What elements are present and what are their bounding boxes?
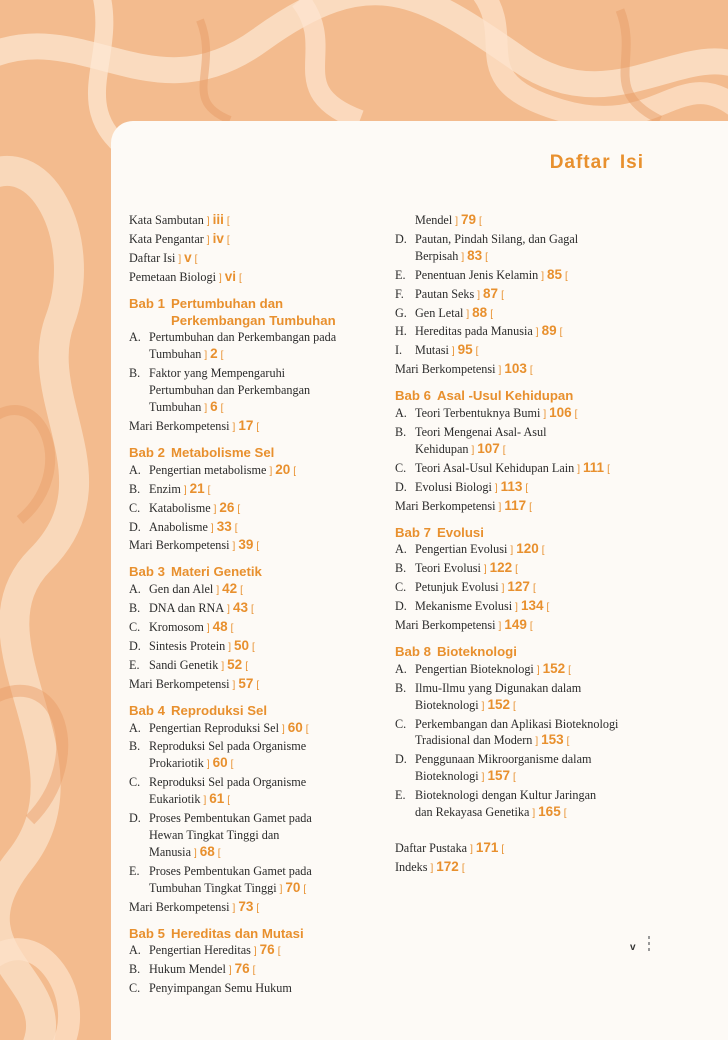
toc-entry-end[interactable]: Daftar Pustaka ] 171 [ xyxy=(395,839,505,855)
chapter-heading[interactable]: Bab 3 Materi Genetik xyxy=(129,564,262,580)
toc-entry[interactable]: D. Mekanisme Evolusi ] 134 [ xyxy=(395,598,550,614)
toc-entry-mari[interactable]: Mari Berkompetensi ] 39 [ xyxy=(129,537,260,553)
chapter-heading[interactable]: Bab 8 Bioteknologi xyxy=(395,643,517,659)
toc-entry[interactable]: B. Teori Evolusi ] 122 [ xyxy=(395,560,518,576)
toc-entry[interactable]: B. Enzim ] 21 [ xyxy=(129,480,211,496)
toc-entry-cont: Pertumbuhan dan Perkembangan xyxy=(149,383,311,398)
toc-entry[interactable]: D. Sintesis Protein ] 50 [ xyxy=(129,637,255,653)
chapter-heading[interactable]: Bab 1 Pertumbuhan dan xyxy=(129,295,284,311)
toc-entry[interactable]: A. Pengertian Reproduksi Sel ] 60 [ xyxy=(129,719,309,735)
toc-entry[interactable]: Daftar Isi ] v [ xyxy=(129,249,198,265)
toc-entry-cont[interactable]: Bioteknologi ] 152 [ xyxy=(415,696,516,712)
toc-entry-cont[interactable]: Mendel ] 79 [ xyxy=(415,212,482,227)
toc-entry-cont[interactable]: Eukariotik ] 61 [ xyxy=(149,791,231,807)
toc-entry-mari[interactable]: Mari Berkompetensi ] 103 [ xyxy=(395,361,533,377)
toc-entry[interactable]: E. Proses Pembentukan Gamet pada xyxy=(129,863,312,878)
chapter-heading-cont: Perkembangan Tumbuhan xyxy=(171,312,336,328)
toc-entry[interactable]: Kata Pengantar ] iv [ xyxy=(129,230,230,246)
toc-entry[interactable]: G. Gen Letal ] 88 [ xyxy=(395,304,493,320)
toc-entry[interactable]: D. Proses Pembentukan Gamet pada xyxy=(129,811,312,826)
toc-entry[interactable]: A. Pengertian metabolisme ] 20 [ xyxy=(129,461,297,477)
toc-entry-mari[interactable]: Mari Berkompetensi ] 149 [ xyxy=(395,617,533,633)
toc-entry-mari[interactable]: Mari Berkompetensi ] 17 [ xyxy=(129,417,260,433)
chapter-heading[interactable]: Bab 2 Metabolisme Sel xyxy=(129,444,275,460)
chapter-heading[interactable]: Bab 4 Reproduksi Sel xyxy=(129,702,268,718)
toc-entry-end[interactable]: Indeks ] 172 [ xyxy=(395,858,465,874)
toc-entry-cont: Hewan Tingkat Tinggi dan xyxy=(149,828,280,842)
page-folio: v xyxy=(630,942,636,953)
toc-entry[interactable]: C. Katabolisme ] 26 [ xyxy=(129,499,241,515)
toc-entry[interactable]: Pemetaan Biologi ] vi [ xyxy=(129,268,242,284)
toc-entry[interactable]: D. Evolusi Biologi ] 113 [ xyxy=(395,478,529,494)
toc-entry[interactable]: F. Pautan Seks ] 87 [ xyxy=(395,285,504,301)
toc-entry[interactable]: A. Pengertian Evolusi ] 120 [ xyxy=(395,541,545,557)
toc-entry[interactable]: E. Penentuan Jenis Kelamin ] 85 [ xyxy=(395,266,568,282)
toc-entry[interactable]: B. DNA dan RNA ] 43 [ xyxy=(129,600,254,616)
folio-marker xyxy=(648,936,650,954)
toc-entry[interactable]: D. Anabolisme ] 33 [ xyxy=(129,518,238,534)
toc-entry[interactable]: B. Faktor yang Mempengaruhi xyxy=(129,366,286,381)
toc-entry[interactable]: I. Mutasi ] 95 [ xyxy=(395,342,479,358)
toc-entry-mari[interactable]: Mari Berkompetensi ] 117 [ xyxy=(395,497,532,513)
toc-entry-cont[interactable]: Tradisional dan Modern ] 153 [ xyxy=(415,732,570,748)
toc-entry[interactable]: E. Bioteknologi dengan Kultur Jaringan xyxy=(395,788,597,803)
toc-right-column xyxy=(395,212,635,878)
toc-entry[interactable]: C. Kromosom ] 48 [ xyxy=(129,619,234,635)
toc-entry-mari[interactable]: Mari Berkompetensi ] 57 [ xyxy=(129,675,260,691)
toc-entry[interactable]: A. Pengertian Hereditas ] 76 [ xyxy=(129,942,281,958)
chapter-heading[interactable]: Bab 5 Hereditas dan Mutasi xyxy=(129,925,304,941)
chapter-heading[interactable]: Bab 7 Evolusi xyxy=(395,524,484,540)
toc-entry[interactable]: C. Teori Asal-Usul Kehidupan Lain ] 111 [ xyxy=(395,459,610,475)
toc-entry-mari[interactable]: Mari Berkompetensi ] 73 [ xyxy=(129,898,260,914)
toc-entry[interactable]: A. Pengertian Bioteknologi ] 152 [ xyxy=(395,660,571,676)
toc-left-column xyxy=(129,212,379,997)
toc-entry[interactable]: E. Sandi Genetik ] 52 [ xyxy=(129,656,248,672)
toc-entry[interactable]: C. Petunjuk Evolusi ] 127 [ xyxy=(395,579,536,595)
toc-entry-cont[interactable]: Berpisah ] 83 [ xyxy=(415,247,488,263)
toc-entry[interactable]: B. Teori Mengenai Asal- Asul xyxy=(395,424,547,439)
toc-entry[interactable]: C. Penyimpangan Semu Hukum xyxy=(129,981,292,996)
toc-entry-cont[interactable]: Tumbuhan Tingkat Tinggi ] 70 [ xyxy=(149,879,307,895)
toc-entry[interactable]: H. Hereditas pada Manusia ] 89 [ xyxy=(395,323,563,339)
toc-entry[interactable]: B. Reproduksi Sel pada Organisme xyxy=(129,739,307,754)
toc-entry[interactable]: D. Pautan, Pindah Silang, dan Gagal xyxy=(395,231,579,246)
toc-entry[interactable]: B. Hukum Mendel ] 76 [ xyxy=(129,961,256,977)
toc-entry[interactable]: A. Pertumbuhan dan Perkembangan pada xyxy=(129,330,337,345)
page-title: Daftar Isi xyxy=(549,152,644,173)
toc-entry-cont[interactable]: dan Rekayasa Genetika ] 165 [ xyxy=(415,804,567,820)
toc-entry-cont[interactable]: Kehidupan ] 107 [ xyxy=(415,440,506,456)
toc-entry-cont[interactable]: Manusia ] 68 [ xyxy=(149,843,221,859)
toc-entry-cont[interactable]: Tumbuhan ] 6 [ xyxy=(149,399,224,415)
toc-entry[interactable]: C. Reproduksi Sel pada Organisme xyxy=(129,775,307,790)
toc-entry[interactable]: C. Perkembangan dan Aplikasi Bioteknologi xyxy=(395,716,619,731)
toc-entry-cont[interactable]: Bioteknologi ] 157 [ xyxy=(415,768,516,784)
toc-entry[interactable]: D. Penggunaan Mikroorganisme dalam xyxy=(395,752,592,767)
toc-entry[interactable]: A. Teori Terbentuknya Bumi ] 106 [ xyxy=(395,405,578,421)
chapter-heading[interactable]: Bab 6 Asal -Usul Kehidupan xyxy=(395,388,574,404)
toc-entry-cont[interactable]: Tumbuhan ] 2 [ xyxy=(149,346,224,362)
toc-entry[interactable]: A. Gen dan Alel ] 42 [ xyxy=(129,581,243,597)
toc-entry[interactable]: Kata Sambutan ] iii [ xyxy=(129,212,230,227)
toc-entry-cont[interactable]: Prokariotik ] 60 [ xyxy=(149,755,234,771)
toc-entry[interactable]: B. Ilmu-Ilmu yang Digunakan dalam xyxy=(395,680,582,695)
